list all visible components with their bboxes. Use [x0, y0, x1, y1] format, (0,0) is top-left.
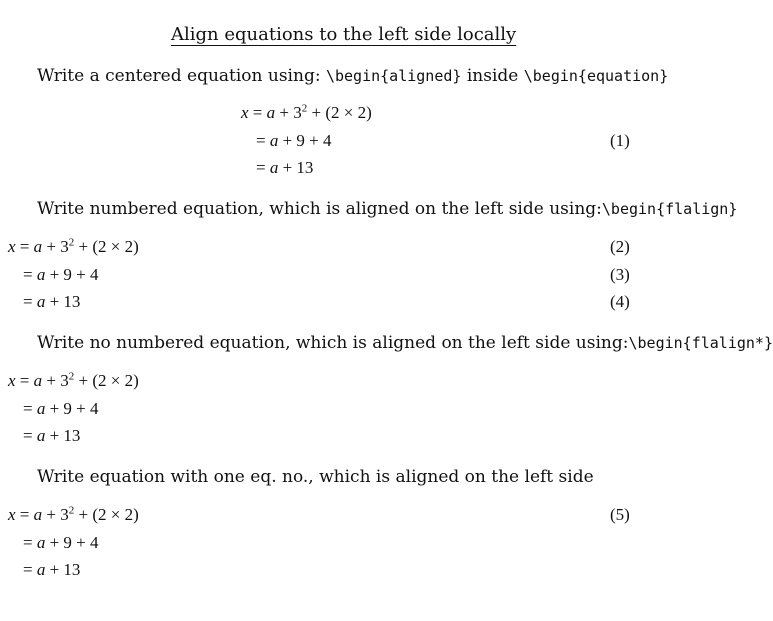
paragraph-text-mid: inside — [461, 66, 524, 86]
expression: + 3 — [46, 371, 69, 390]
paragraph-text: Write equation with one eq. no., which is aligned on the left side — [37, 467, 594, 487]
expression: + 3 — [279, 103, 302, 122]
code-flalign-star: \begin{flalign*} — [628, 334, 773, 352]
expression: + 3 — [46, 237, 69, 256]
expression: + 13 — [49, 426, 81, 445]
variable: a — [36, 533, 46, 552]
variable: a — [36, 399, 46, 418]
equation-line — [23, 426, 80, 446]
variable: a — [269, 158, 279, 177]
variable: a — [33, 237, 43, 256]
equation-number: (4) — [610, 292, 630, 311]
variable: a — [36, 560, 46, 579]
relation: = — [23, 426, 33, 445]
relation: = — [19, 237, 30, 256]
variable: x — [241, 103, 249, 122]
exponent: 2 — [68, 236, 75, 249]
variable: a — [36, 292, 46, 311]
expression-tail: + (2 × 2) — [78, 371, 139, 390]
equation-line — [23, 292, 80, 312]
exponent: 2 — [301, 102, 308, 115]
relation: = — [23, 292, 33, 311]
equation-line — [256, 131, 332, 151]
equation-line — [8, 237, 139, 257]
paragraph-text: Write a centered equation using: — [37, 66, 326, 86]
variable: a — [36, 426, 46, 445]
expression: + 13 — [49, 560, 81, 579]
equation-line — [23, 265, 99, 285]
relation: = — [23, 265, 33, 284]
variable: a — [269, 131, 279, 150]
variable: x — [8, 237, 16, 256]
paragraph-text: Write numbered equation, which is aligned on the left side using: — [37, 199, 602, 219]
relation: = — [23, 533, 33, 552]
relation: = — [19, 371, 30, 390]
equation-line — [23, 560, 80, 580]
equation-number: (1) — [610, 131, 630, 150]
expression-tail: + (2 × 2) — [78, 505, 139, 524]
paragraph-one-number — [37, 467, 594, 487]
equation-number: (2) — [610, 237, 630, 256]
paragraph-flalign — [37, 199, 737, 219]
relation: = — [23, 560, 33, 579]
expression: + 13 — [282, 158, 314, 177]
relation: = — [19, 505, 30, 524]
paragraph-centered-equation — [37, 66, 668, 86]
equation-line — [23, 399, 99, 419]
variable: a — [36, 265, 46, 284]
equation-number: (5) — [610, 505, 630, 524]
paragraph-flalign-star — [37, 333, 773, 353]
relation: = — [252, 103, 263, 122]
code-flalign: \begin{flalign} — [601, 200, 738, 218]
variable: a — [33, 505, 43, 524]
relation: = — [23, 399, 33, 418]
relation: = — [256, 131, 266, 150]
code-aligned: \begin{aligned} — [325, 67, 462, 85]
equation-line — [256, 158, 313, 178]
code-equation: \begin{equation} — [523, 67, 669, 85]
expression: + 9 + 4 — [49, 399, 99, 418]
variable: x — [8, 371, 16, 390]
expression: + 9 + 4 — [49, 533, 99, 552]
paragraph-text: Write no numbered equation, which is aligned on the left side using: — [37, 333, 629, 353]
exponent: 2 — [68, 504, 75, 517]
equation-line — [23, 533, 99, 553]
variable: x — [8, 505, 16, 524]
expression: + 3 — [46, 505, 69, 524]
exponent: 2 — [68, 370, 75, 383]
page-title: Align equations to the left side locally — [171, 24, 517, 45]
expression: + 13 — [49, 292, 81, 311]
expression: + 9 + 4 — [282, 131, 332, 150]
equation-line — [241, 103, 372, 123]
relation: = — [256, 158, 266, 177]
variable: a — [33, 371, 43, 390]
variable: a — [266, 103, 276, 122]
expression-tail: + (2 × 2) — [78, 237, 139, 256]
equation-number: (3) — [610, 265, 630, 284]
expression: + 9 + 4 — [49, 265, 99, 284]
expression-tail: + (2 × 2) — [311, 103, 372, 122]
equation-line — [8, 505, 139, 525]
equation-line — [8, 371, 139, 391]
